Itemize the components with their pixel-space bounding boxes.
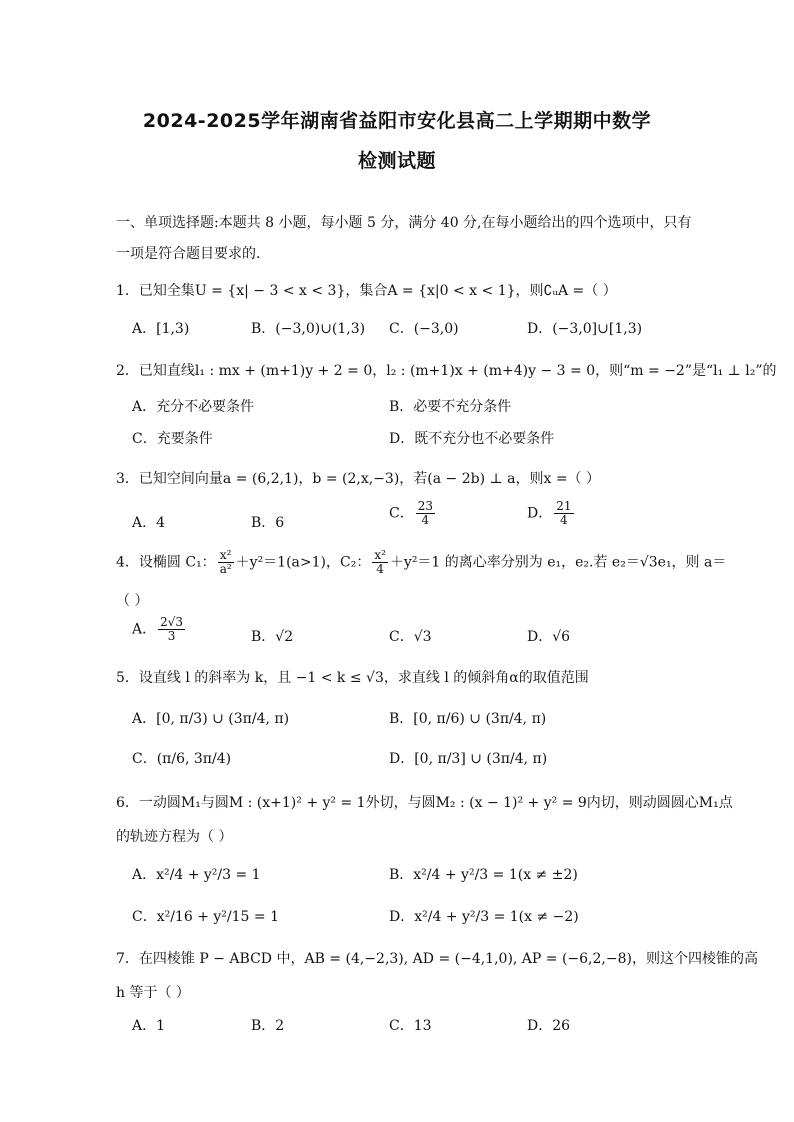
question-6-option-b: B．x²/4 + y²/3 = 1(x ≠ ±2): [389, 867, 578, 883]
fraction-numerator: 21: [556, 499, 572, 513]
stem-part: ＋y²＝1(a>1)，C₂：: [235, 554, 371, 571]
question-5-option-a: A．[0, π/3) ∪ (3π/4, π): [132, 711, 290, 727]
question-3-option-d: [527, 500, 576, 527]
option-label: A．: [132, 621, 157, 638]
section-heading: 一、单项选择题:本题共 8 小题，每小题 5 分，满分 40 分,在每小题给出的四个选项中，只有: [116, 215, 692, 231]
question-6-option-a: A．x²/4 + y²/3 = 1: [132, 867, 261, 883]
question-6-option-c: C．x²/16 + y²/15 = 1: [132, 909, 279, 925]
question-1-stem: 1．已知全集U = {x| − 3 < x < 3}，集合A = {x|0 < x < 1}，则∁ᵤA =（ ）: [116, 283, 617, 299]
fraction-numerator: 2√3: [160, 615, 184, 629]
question-7-option-a: A．1: [132, 1018, 166, 1034]
question-5-option-c: C．(π/6, 3π/4): [132, 751, 232, 767]
fraction-denominator: 4: [376, 562, 384, 576]
fraction-numerator: 23: [417, 499, 433, 513]
question-1-option-d: D．(−3,0]∪[1,3): [527, 321, 643, 337]
question-4-option-b: B．√2: [251, 629, 294, 645]
fraction-denominator: a²: [219, 562, 232, 576]
fraction: [554, 500, 573, 527]
question-4-option-d: D．√6: [527, 629, 571, 645]
question-6-stem-cont: 的轨迹方程为（ ）: [116, 829, 233, 845]
question-2-option-d: D．既不充分也不必要条件: [389, 431, 555, 447]
section-heading-cont: 一项是符合题目要求的.: [116, 246, 261, 262]
question-3-option-b: B．6: [251, 515, 285, 531]
fraction: [218, 549, 234, 576]
question-5-option-d: D．[0, π/3] ∪ (3π/4, π): [389, 751, 548, 767]
question-2-option-b: B．必要不充分条件: [389, 399, 512, 415]
question-7-option-c: C．13: [389, 1018, 432, 1034]
question-1-option-c: C．(−3,0): [389, 321, 459, 337]
question-4-option-c: C．√3: [389, 629, 432, 645]
question-4-option-a: [132, 616, 187, 643]
fraction-numerator: x²: [374, 548, 386, 562]
question-2-option-a: A．充分不必要条件: [132, 399, 255, 415]
question-7-option-d: D．26: [527, 1018, 571, 1034]
question-3-option-c: [389, 500, 437, 527]
question-6-stem: 6．一动圆M₁与圆M : (x+1)² + y² = 1外切，与圆M₂ : (x − 1)² + y² = 9内切，则动圆圆心M₁点: [116, 795, 733, 811]
fraction-numerator: x²: [218, 549, 234, 563]
fraction-denominator: 3: [167, 629, 176, 643]
fraction-denominator: 4: [560, 513, 568, 527]
question-7-stem-cont: h 等于（ ）: [116, 985, 190, 1001]
question-5-stem: 5．设直线 l 的斜率为 k，且 −1 < k ≤ √3，求直线 l 的倾斜角α的取值范围: [116, 670, 589, 686]
question-4-stem: [116, 549, 726, 576]
question-7-stem: 7．在四棱锥 P − ABCD 中，AB = (4,−2,3), AD = (−4,1,0), AP = (−6,2,−8)，则这个四棱锥的高: [116, 951, 758, 967]
fraction-denominator: 4: [421, 513, 430, 527]
option-label: D．: [527, 505, 553, 522]
question-4-stem-cont: （ ）: [116, 593, 149, 609]
stem-part: 4．设椭圆 C₁：: [116, 554, 216, 571]
fraction: [372, 549, 388, 576]
fraction: [416, 500, 435, 527]
question-1-option-a: A．[1,3): [132, 321, 190, 337]
question-6-option-d: D．x²/4 + y²/3 = 1(x ≠ −2): [389, 909, 579, 925]
question-2-stem: 2．已知直线l₁ : mx + (m+1)y + 2 = 0，l₂ : (m+1)x + (m+4)y − 3 = 0，则“m = −2”是“l₁ ⊥ l₂”的: [116, 363, 777, 379]
document-subtitle: 检测试题: [357, 150, 436, 172]
option-label: C．: [389, 505, 414, 522]
question-7-option-b: B．2: [251, 1018, 285, 1034]
question-3-stem: 3．已知空间向量a = (6,2,1)，b = (2,x,−3)，若(a − 2b) ⊥ a，则x =（ ）: [116, 471, 600, 487]
fraction: [158, 616, 185, 643]
stem-part: ＋y²＝1 的离心率分别为 e₁，e₂.若 e₂＝√3e₁，则 a＝: [389, 554, 727, 571]
question-1-option-b: B．(−3,0)∪(1,3): [251, 321, 366, 337]
document-title: 2024-2025学年湖南省益阳市安化县高二上学期期中数学: [142, 110, 652, 132]
question-3-option-a: A．4: [132, 515, 166, 531]
question-5-option-b: B．[0, π/6) ∪ (3π/4, π): [389, 711, 547, 727]
question-2-option-c: C．充要条件: [132, 431, 213, 447]
